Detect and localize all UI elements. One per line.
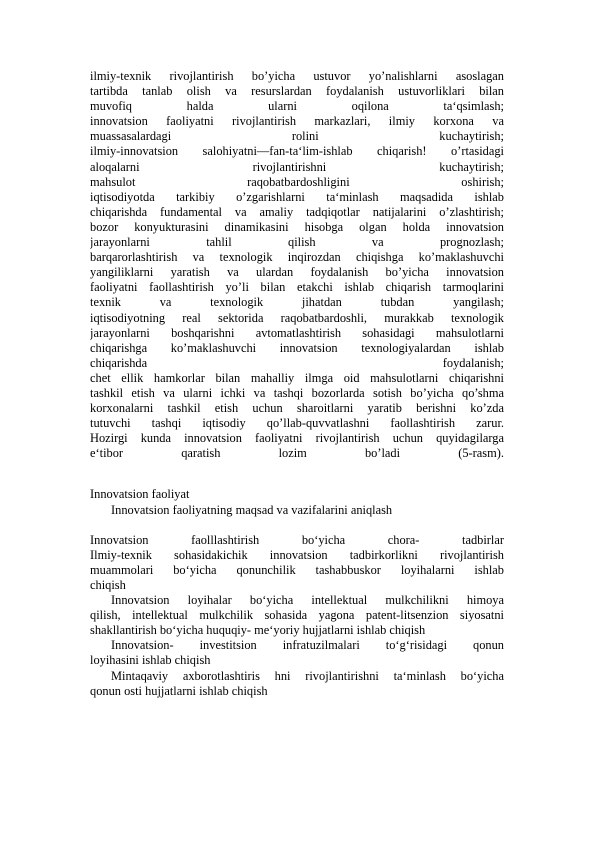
text-line: Ilmiy-texnik sohasidakichik innovatsion tadbirkorlikni rivojlantirish [90, 547, 504, 562]
text-line: shakllantirish bo‘yicha huquqiy- me‘yoriy hujjatlarni ishlab chiqish [90, 623, 426, 638]
section-title: Innovatsion faoliyat [90, 487, 190, 502]
text-line: korxonalarni tashkil etish uchun sharoitlarni yaratib berishni ko’zda [90, 401, 504, 416]
text-line: chiqarishga ko’maklashuvchi innovatsion texnologiyalardan ishlab [90, 340, 504, 355]
text-line: jarayonlarni tahlil qilish va prognozlash; [90, 235, 504, 250]
blank-space [90, 518, 504, 533]
text-line: tutuvchi tashqi iqtisodiy qo’llab-quvvatlashni faollashtirish zarur. [90, 416, 504, 431]
text-line: ilmiy-innovatsion salohiyatni—fan-ta‘lim-ishlab chiqarish! o’rtasidagi [90, 144, 504, 159]
section-subtitle: Innovatsion faoliyatning maqsad va vazifalarini aniqlash [111, 502, 393, 517]
text-line: qilish, intellektual mulkchilik sohasida yagona patent-litsenzion siyosatni [90, 608, 504, 623]
text-line: e‘tibor qaratish lozim bo’ladi (5-rasm). [90, 446, 504, 461]
text-line: qonun osti hujjatlarni ishlab chiqish [90, 683, 268, 698]
text-line: yangiliklarni yaratish va ulardan foydalanish bo’yicha innovatsion [90, 265, 504, 280]
blank-space [90, 461, 504, 487]
text-line: innovatsion faoliyatni rivojlantirish markazlari, ilmiy korxona va [90, 114, 504, 129]
text-line: muvofiq halda ularni oqilona ta‘qsimlash; [90, 99, 504, 114]
text-line: ilmiy-texnik rivojlantirish bo’yicha ustuvor yo’nalishlarni asoslagan [90, 69, 504, 83]
text-line: muammolari bo‘yicha qonunchilik tashabbuskor loyihalarni ishlab [90, 562, 504, 577]
text-line: chiqarishda foydalanish; [90, 355, 504, 370]
text-line: Hozirgi kunda innovatsion faoliyatni rivojlantirish uchun quyidagilarga [90, 431, 504, 446]
text-line: iqtisodiyotning real sektorida raqobatbardoshli, murakkab texnologik [90, 310, 504, 325]
text-line: mahsulot raqobatbardoshligini oshirish; [90, 174, 504, 189]
text-line: Innovatsion faolllashtirish bo‘yicha chora- tadbirlar [90, 532, 504, 547]
text-line: aloqalarni rivojlantirishni kuchaytirish; [90, 159, 504, 174]
text-line: Innovatsion- investitsion infratuzilmalari to‘g‘risidagi qonun [111, 638, 504, 653]
text-line: texnik va texnologik jihatdan tubdan yangilash; [90, 295, 504, 310]
text-line: barqarorlashtirish va texnologik inqirozdan chiqishga ko’maklashuvchi [90, 250, 504, 265]
text-line: chiqish [90, 578, 126, 592]
text-line: loyihasini ishlab chiqish [90, 653, 211, 668]
text-line: faoliyatni faollashtirish yo’li bilan etakchi ishlab chiqarish tarmoqlarini [90, 280, 504, 295]
text-line: tartibda tanlab olish va resurslardan foydalanish ustuvorliklari bilan [90, 84, 504, 99]
text-line: muassasalardagi rolini kuchaytirish; [90, 129, 504, 144]
text-line: bozor konyukturasini dinamikasini hisobga olgan holda innovatsion [90, 219, 504, 234]
text-line: jarayonlarni boshqarishni avtomatlashtirish sohasidagi mahsulotlarni [90, 325, 504, 340]
text-line: Innovatsion loyihalar bo‘yicha intellektual mulkchilikni himoya [111, 593, 504, 608]
text-line: tashkil etish va ularni ichki va tashqi bozorlarda sotish bo’yicha qo’shma [90, 385, 504, 400]
text-line: chiqarishda fundamental va amaliy tadqiqotlar natijalarini o’zlashtirish; [90, 204, 504, 219]
text-line: Mintaqaviy axborotlashtiris hni rivojlantirishni ta‘minlash bo‘yicha [111, 668, 504, 683]
text-line: iqtisodiyotda tarkibiy o’zgarishlarni ta‘minlash maqsadida ishlab [90, 189, 504, 204]
document-body [90, 69, 504, 699]
text-line: chet ellik hamkorlar bilan mahalliy ilmga oid mahsulotlarni chiqarishni [90, 370, 504, 385]
